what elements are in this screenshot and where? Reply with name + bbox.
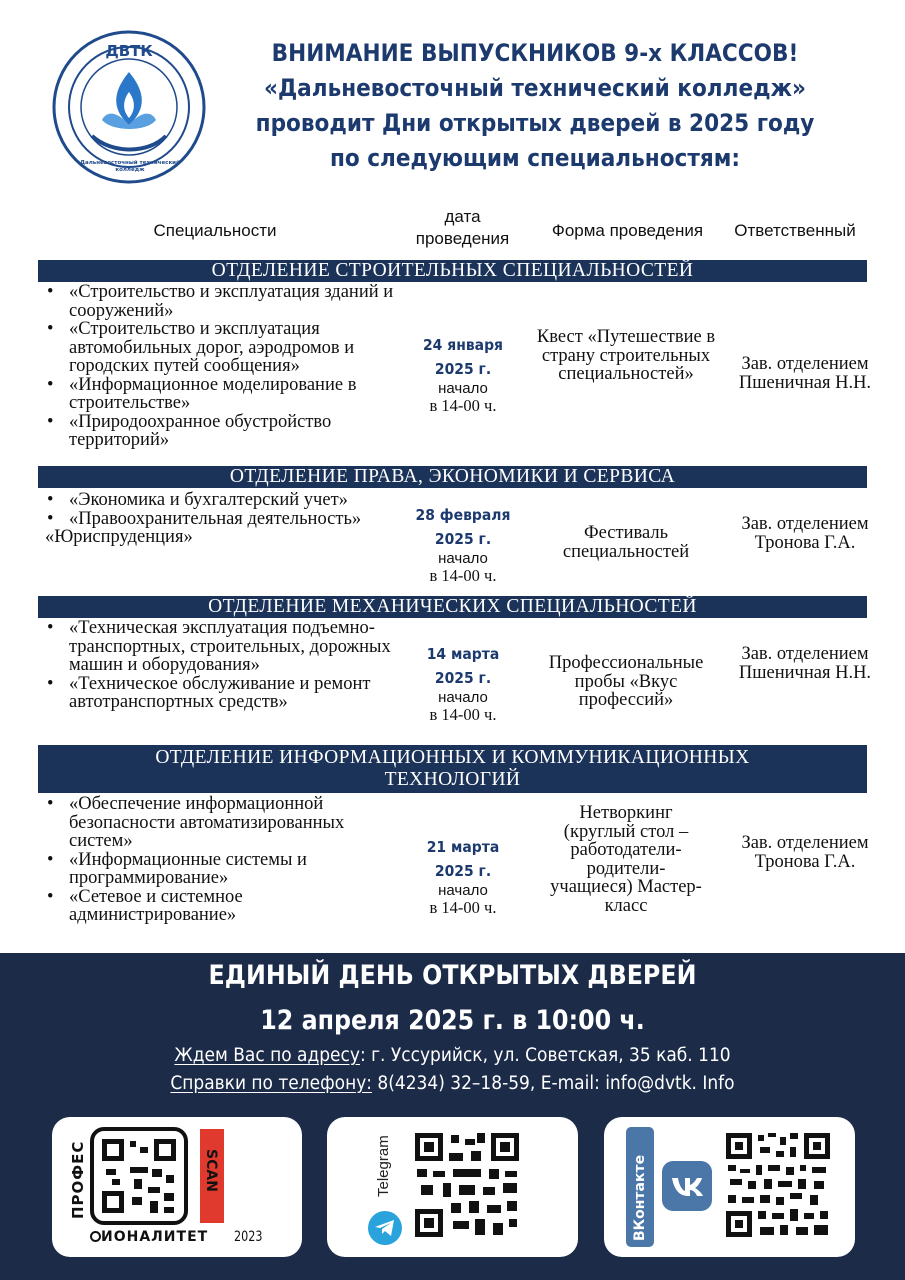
date-start: начало xyxy=(438,689,488,706)
list-item: • «Техническая эксплуатация подъемно-транспортных, строительных, дорожных машин и оборудования» xyxy=(45,619,395,675)
list-item: • «Строительство и эксплуатация автомобильных дорог, аэродромов и городских путей сообщения» xyxy=(45,320,395,376)
responsible-construction: Зав. отделением Пшеничная Н.Н. xyxy=(738,354,872,393)
list-item: • «Сетевое и системное администрирование» xyxy=(45,888,395,925)
column-header-responsible: Ответственный xyxy=(734,221,856,240)
page-title xyxy=(247,36,823,176)
list-item: • «Техническое обслуживание и ремонт автотранспортных средств» xyxy=(45,675,395,712)
date-time: в 14-00 ч. xyxy=(429,396,497,415)
proforientation-year: 2023 xyxy=(234,1229,263,1245)
date-day: 24 января xyxy=(422,336,504,354)
column-header-date xyxy=(405,206,520,250)
proforientation-vertical-text: ПРОФЕС xyxy=(69,1140,87,1219)
title-line-2: «Дальневосточный технический колледж» xyxy=(263,74,806,102)
scan-badge xyxy=(200,1129,224,1223)
column-header-specialties: Специальности xyxy=(153,221,277,240)
address-value: : г. Уссурийск, ул. Советская, 35 каб. 110 xyxy=(359,1045,731,1066)
date-day: 28 февраля xyxy=(415,506,511,524)
list-item: • «Информационные системы и программирование» xyxy=(45,851,395,888)
event-date-construction xyxy=(403,332,523,414)
qr-code-icon[interactable] xyxy=(413,1131,521,1239)
event-date-law-economics xyxy=(403,502,523,584)
logo-ring-top: ДВТК xyxy=(105,42,153,60)
address-label: Ждем Вас по адресу xyxy=(174,1045,360,1066)
list-item: • «Строительство и эксплуатация зданий и сооружений» xyxy=(45,283,395,320)
department-header-law-economics: ОТДЕЛЕНИЕ ПРАВА, ЭКОНОМИКИ И СЕРВИСА xyxy=(38,466,867,488)
title-line-1: ВНИМАНИЕ ВЫПУСКНИКОВ 9-х КЛАССОВ! xyxy=(271,39,799,67)
footer-date: 12 апреля 2025 г. в 10:00 ч. xyxy=(260,1005,645,1036)
event-date-mechanical xyxy=(403,641,523,723)
proforientation-bottom-label: ИОНАЛИТЕТ xyxy=(101,1229,209,1245)
list-item: • «Обеспечение информационной безопасности автоматизированных систем» xyxy=(45,795,395,851)
telegram-icon[interactable] xyxy=(367,1210,403,1246)
qr-code-icon[interactable] xyxy=(724,1131,832,1239)
date-time: в 14-00 ч. xyxy=(429,705,497,724)
department-header-mechanical: ОТДЕЛЕНИЕ МЕХАНИЧЕСКИХ СПЕЦИАЛЬНОСТЕЙ xyxy=(38,596,867,618)
vk-label: ВКонтакте xyxy=(632,1154,648,1241)
department-header-construction: ОТДЕЛЕНИЕ СТРОИТЕЛЬНЫХ СПЕЦИАЛЬНОСТЕЙ xyxy=(38,260,867,282)
footer-contacts xyxy=(36,1071,869,1097)
phone-label: Справки по телефону: xyxy=(170,1073,373,1094)
event-date-it xyxy=(403,834,523,916)
date-year: 2025 г. xyxy=(434,530,492,548)
event-form-construction: Квест «Путешествие в страну строительных специальностей» xyxy=(536,327,716,384)
list-item: «Юриспруденция» xyxy=(45,527,193,547)
vk-card[interactable] xyxy=(604,1117,855,1257)
department-header-it-l1: ОТДЕЛЕНИЕ ИНФОРМАЦИОННЫХ И КОММУНИКАЦИОННЫХ xyxy=(155,747,750,768)
specialty-list-mechanical xyxy=(45,619,395,712)
date-year: 2025 г. xyxy=(434,360,492,378)
footer-address xyxy=(36,1043,869,1069)
list-item: • «Природоохранное обустройство территорий» xyxy=(45,413,395,450)
department-header-it xyxy=(38,745,867,793)
date-start: начало xyxy=(438,380,488,397)
date-start: начало xyxy=(438,882,488,899)
title-line-3: проводит Дни открытых дверей в 2025 году xyxy=(255,109,815,137)
responsible-mechanical: Зав. отделением Пшеничная Н.Н. xyxy=(738,644,872,683)
responsible-it: Зав. отделением Тронова Г.А. xyxy=(741,833,869,872)
specialty-list-law-economics xyxy=(45,491,395,547)
telegram-card[interactable] xyxy=(327,1117,578,1257)
date-start: начало xyxy=(438,550,488,567)
date-day: 21 марта xyxy=(426,838,500,856)
department-header-it-l2: ТЕХНОЛОГИЙ xyxy=(384,769,521,790)
title-line-4: по следующим специальностям: xyxy=(329,144,741,172)
event-form-it: Нетворкинг (круглый стол – работодатели-родители-учащиеся) Мастер-класс xyxy=(550,803,702,916)
date-year: 2025 г. xyxy=(434,669,492,687)
vk-vertical-badge xyxy=(626,1127,654,1247)
specialty-list-construction xyxy=(45,283,395,450)
footer-title: ЕДИНЫЙ ДЕНЬ ОТКРЫТЫХ ДВЕРЕЙ xyxy=(208,960,697,991)
vk-icon[interactable] xyxy=(662,1161,712,1211)
column-header-date-l2: проведения xyxy=(415,229,510,248)
scan-label: SCAN xyxy=(203,1149,219,1192)
date-year: 2025 г. xyxy=(434,862,492,880)
column-header-date-l1: дата xyxy=(444,207,481,226)
column-header-form: Форма проведения xyxy=(551,221,704,240)
circle-icon xyxy=(90,1231,101,1242)
list-item: • «Экономика и бухгалтерский учет» xyxy=(45,491,395,510)
responsible-law-economics: Зав. отделением Тронова Г.А. xyxy=(741,514,869,553)
list-item: • «Информационное моделирование в строительстве» xyxy=(45,376,395,413)
telegram-label: Telegram xyxy=(375,1135,392,1197)
proforientation-bottom-text xyxy=(90,1229,208,1245)
event-form-mechanical: Профессиональные пробы «Вкус профессий» xyxy=(548,653,704,710)
date-time: в 14-00 ч. xyxy=(429,898,497,917)
logo-ring-bottom: Дальневосточный технический колледж xyxy=(80,160,180,173)
phone-value: 8(4234) 32–18-59, E-mail: info@dvtk. Info xyxy=(372,1073,735,1094)
date-day: 14 марта xyxy=(426,645,500,663)
specialty-list-it xyxy=(45,795,395,925)
event-form-law-economics: Фестиваль специальностей xyxy=(562,523,690,562)
qr-code-icon[interactable] xyxy=(90,1127,188,1225)
date-time: в 14-00 ч. xyxy=(429,566,497,585)
list-item: • «Правоохранительная деятельность» xyxy=(45,510,395,529)
proforientation-card[interactable] xyxy=(52,1117,302,1257)
